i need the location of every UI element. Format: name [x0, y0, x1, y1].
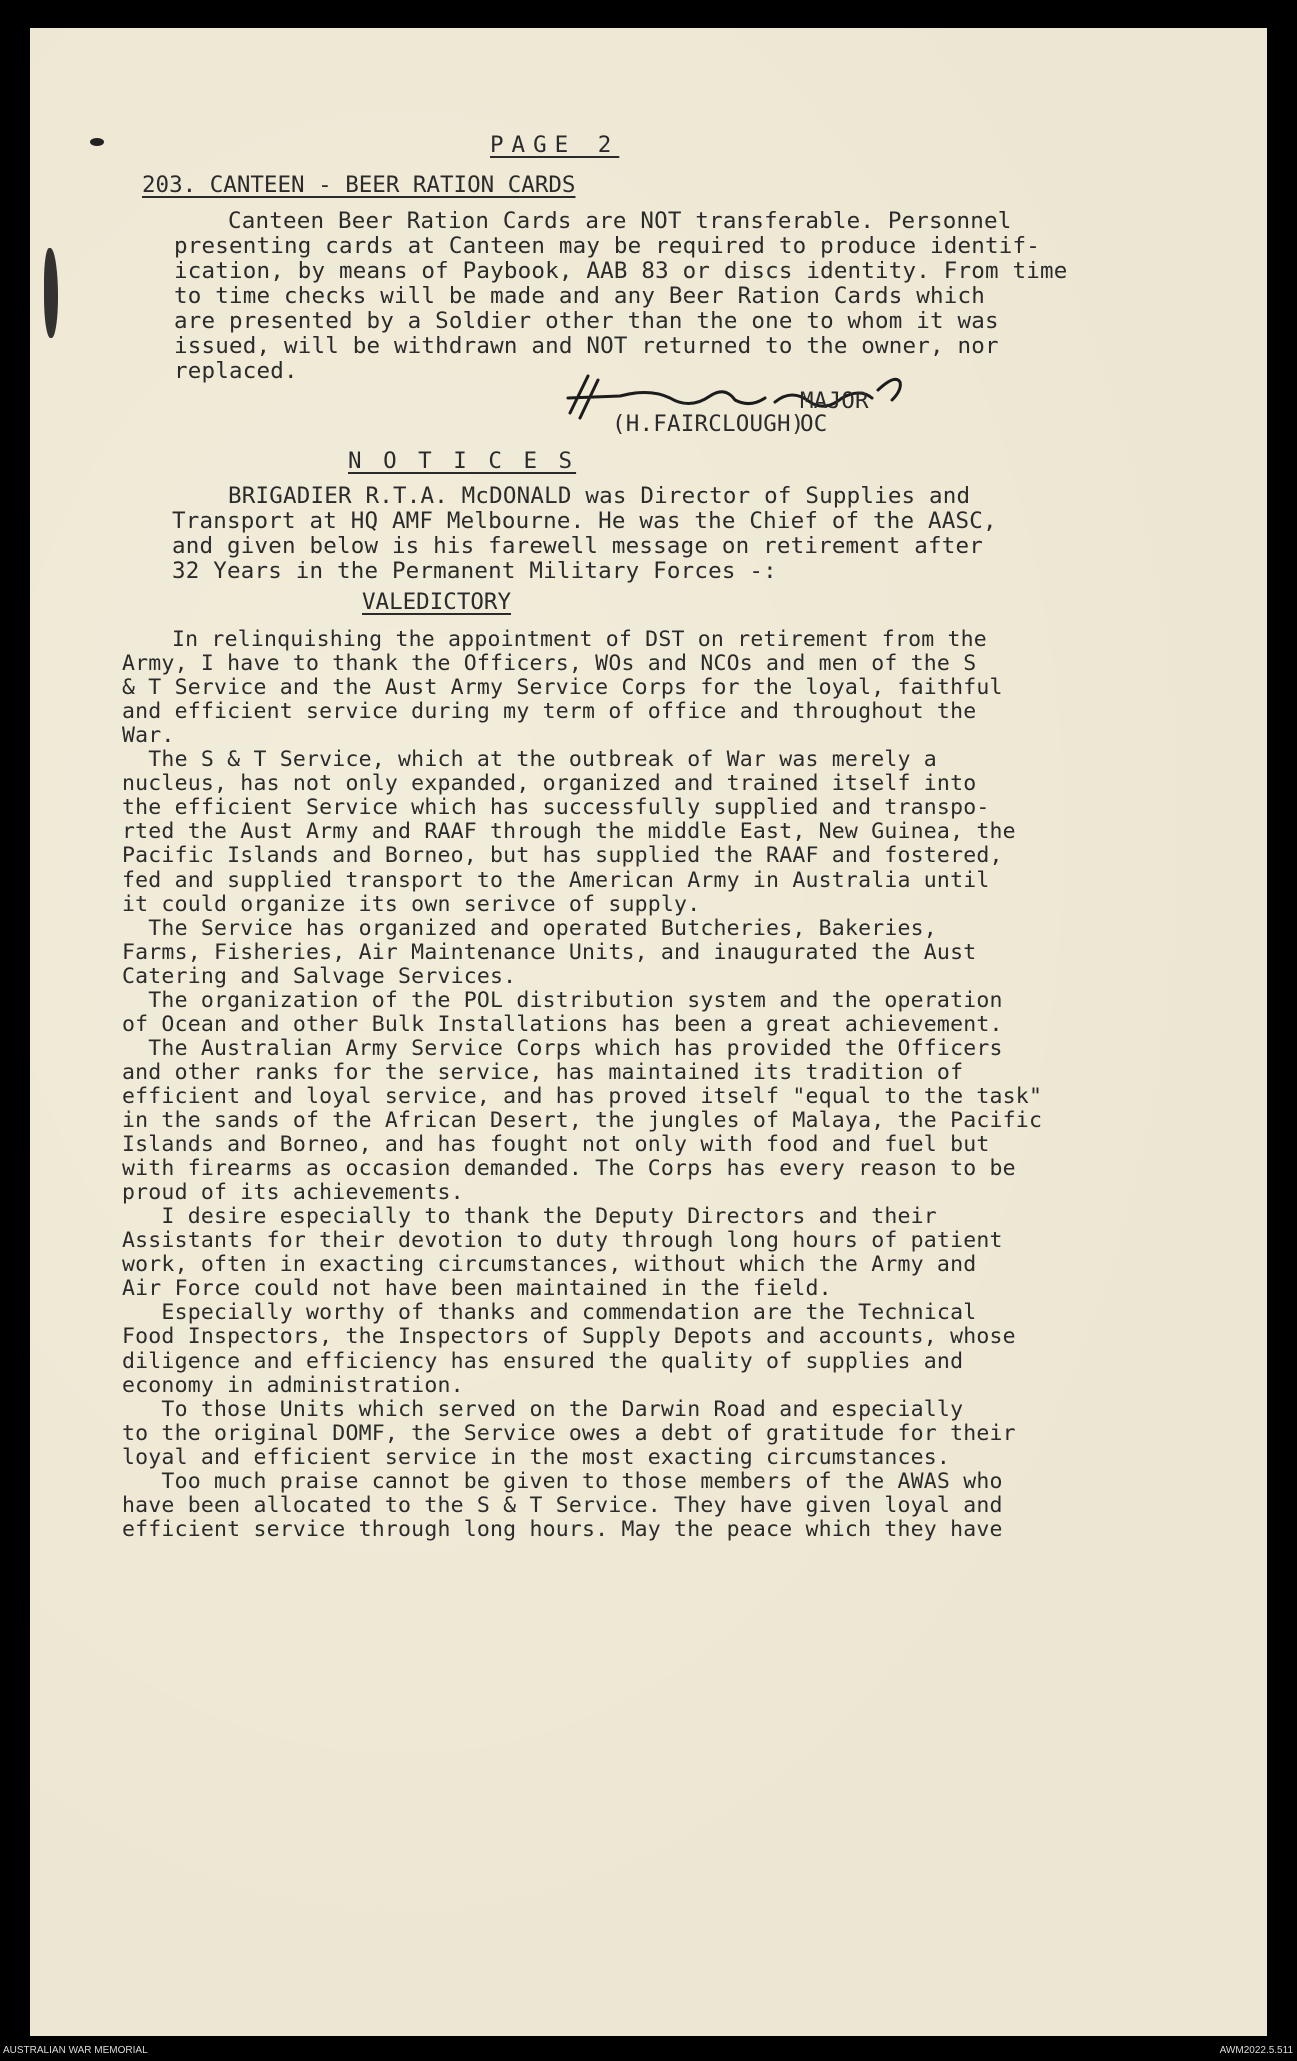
text-line: diligence and efficiency has ensured the quality of supplies and [122, 1349, 964, 1374]
text-line: presenting cards at Canteen may be required to produce identif- [174, 233, 1041, 259]
text-line: economy in administration. [122, 1373, 464, 1398]
text-line: ication, by means of Paybook, AAB 83 or discs identity. From time [174, 258, 1068, 284]
text-line: Food Inspectors, the Inspectors of Supply Depots and accounts, whose [122, 1324, 1016, 1349]
text-line: work, often in exacting circumstances, without which the Army and [122, 1252, 977, 1277]
text-line: nucleus, has not only expanded, organized and trained itself into [122, 771, 977, 796]
text-line: Especially worthy of thanks and commendation are the Technical [122, 1300, 977, 1325]
text-line: Catering and Salvage Services. [122, 964, 517, 989]
footer-institution: AUSTRALIAN WAR MEMORIAL [3, 2045, 148, 2056]
text-line: it could organize its own serivce of supply. [122, 892, 701, 917]
text-line: Islands and Borneo, and has fought not only with food and fuel but [122, 1132, 990, 1157]
signatory-name: (H.FAIRCLOUGH) [612, 411, 805, 437]
text-line: Pacific Islands and Borneo, but has supplied the RAAF and fostered, [122, 843, 1003, 868]
text-line: issued, will be withdrawn and NOT returned to the owner, nor [174, 333, 999, 359]
notices-heading: N O T I C E S [348, 448, 577, 474]
text-line: to the original DOMF, the Service owes a debt of gratitude for their [122, 1421, 1016, 1446]
text-line: BRIGADIER R.T.A. McDONALD was Director of Supplies and [228, 483, 971, 509]
text-line: The organization of the POL distribution system and the operation [122, 988, 1003, 1013]
text-line: have been allocated to the S & T Service. They have given loyal and [122, 1493, 1003, 1518]
text-line: replaced. [174, 358, 298, 384]
text-line: and given below is his farewell message on retirement after [172, 533, 984, 559]
text-line: Army, I have to thank the Officers, WOs and NCOs and men of the S [122, 651, 977, 676]
section-heading-canteen: 203. CANTEEN - BEER RATION CARDS [142, 172, 576, 198]
text-line: Too much praise cannot be given to those members of the AWAS who [122, 1469, 1003, 1494]
footer-reference: AWM2022.5.511 [1219, 2045, 1293, 2056]
signatory-rank: MAJOR [800, 388, 869, 414]
text-line: fed and supplied transport to the American Army in Australia until [122, 868, 990, 893]
text-line: The Australian Army Service Corps which has provided the Officers [122, 1036, 1003, 1061]
text-line: The Service has organized and operated Butcheries, Bakeries, [122, 916, 937, 941]
text-line: I desire especially to thank the Deputy Directors and their [122, 1204, 937, 1229]
text-line: To those Units which served on the Darwin Road and especially [122, 1397, 964, 1422]
signatory-role: OC [800, 411, 828, 437]
text-line: and efficient service during my term of office and throughout the [122, 699, 977, 724]
document-page [30, 28, 1267, 2036]
text-line: of Ocean and other Bulk Installations has been a great achievement. [122, 1012, 1003, 1037]
text-line: Farms, Fisheries, Air Maintenance Units, and inaugurated the Aust [122, 940, 977, 965]
text-line: War. [122, 723, 175, 748]
text-line: are presented by a Soldier other than the one to whom it was [174, 308, 999, 334]
text-line: 32 Years in the Permanent Military Forces -: [172, 558, 777, 584]
text-line: loyal and efficient service in the most exacting circumstances. [122, 1445, 951, 1470]
text-line: to time checks will be made and any Beer Ration Cards which [174, 283, 986, 309]
punch-mark [90, 138, 104, 146]
text-line: the efficient Service which has successfully supplied and transpo- [122, 795, 990, 820]
text-line: Air Force could not have been maintained in the field. [122, 1276, 832, 1301]
archive-footer [0, 2041, 1297, 2061]
valedictory-heading: VALEDICTORY [362, 589, 512, 615]
text-line: Transport at HQ AMF Melbourne. He was the Chief of the AASC, [172, 508, 997, 534]
text-line: rted the Aust Army and RAAF through the middle East, New Guinea, the [122, 819, 1016, 844]
text-line: Assistants for their devotion to duty through long hours of patient [122, 1228, 1003, 1253]
text-line: proud of its achievements. [122, 1180, 464, 1205]
text-line: in the sands of the African Desert, the jungles of Malaya, the Pacific [122, 1108, 1043, 1133]
text-line: efficient service through long hours. May the peace which they have [122, 1517, 1003, 1542]
text-line: & T Service and the Aust Army Service Corps for the loyal, faithful [122, 675, 1003, 700]
text-line: with firearms as occasion demanded. The Corps has every reason to be [122, 1156, 1016, 1181]
page-header: PAGE 2 [490, 132, 620, 158]
text-line: efficient and loyal service, and has proved itself "equal to the task" [122, 1084, 1043, 1109]
text-line: Canteen Beer Ration Cards are NOT transferable. Personnel [228, 208, 1012, 234]
text-line: and other ranks for the service, has maintained its tradition of [122, 1060, 964, 1085]
text-line: In relinquishing the appointment of DST on retirement from the [172, 627, 987, 652]
ink-blot [44, 248, 58, 338]
text-line: The S & T Service, which at the outbreak of War was merely a [122, 747, 937, 772]
